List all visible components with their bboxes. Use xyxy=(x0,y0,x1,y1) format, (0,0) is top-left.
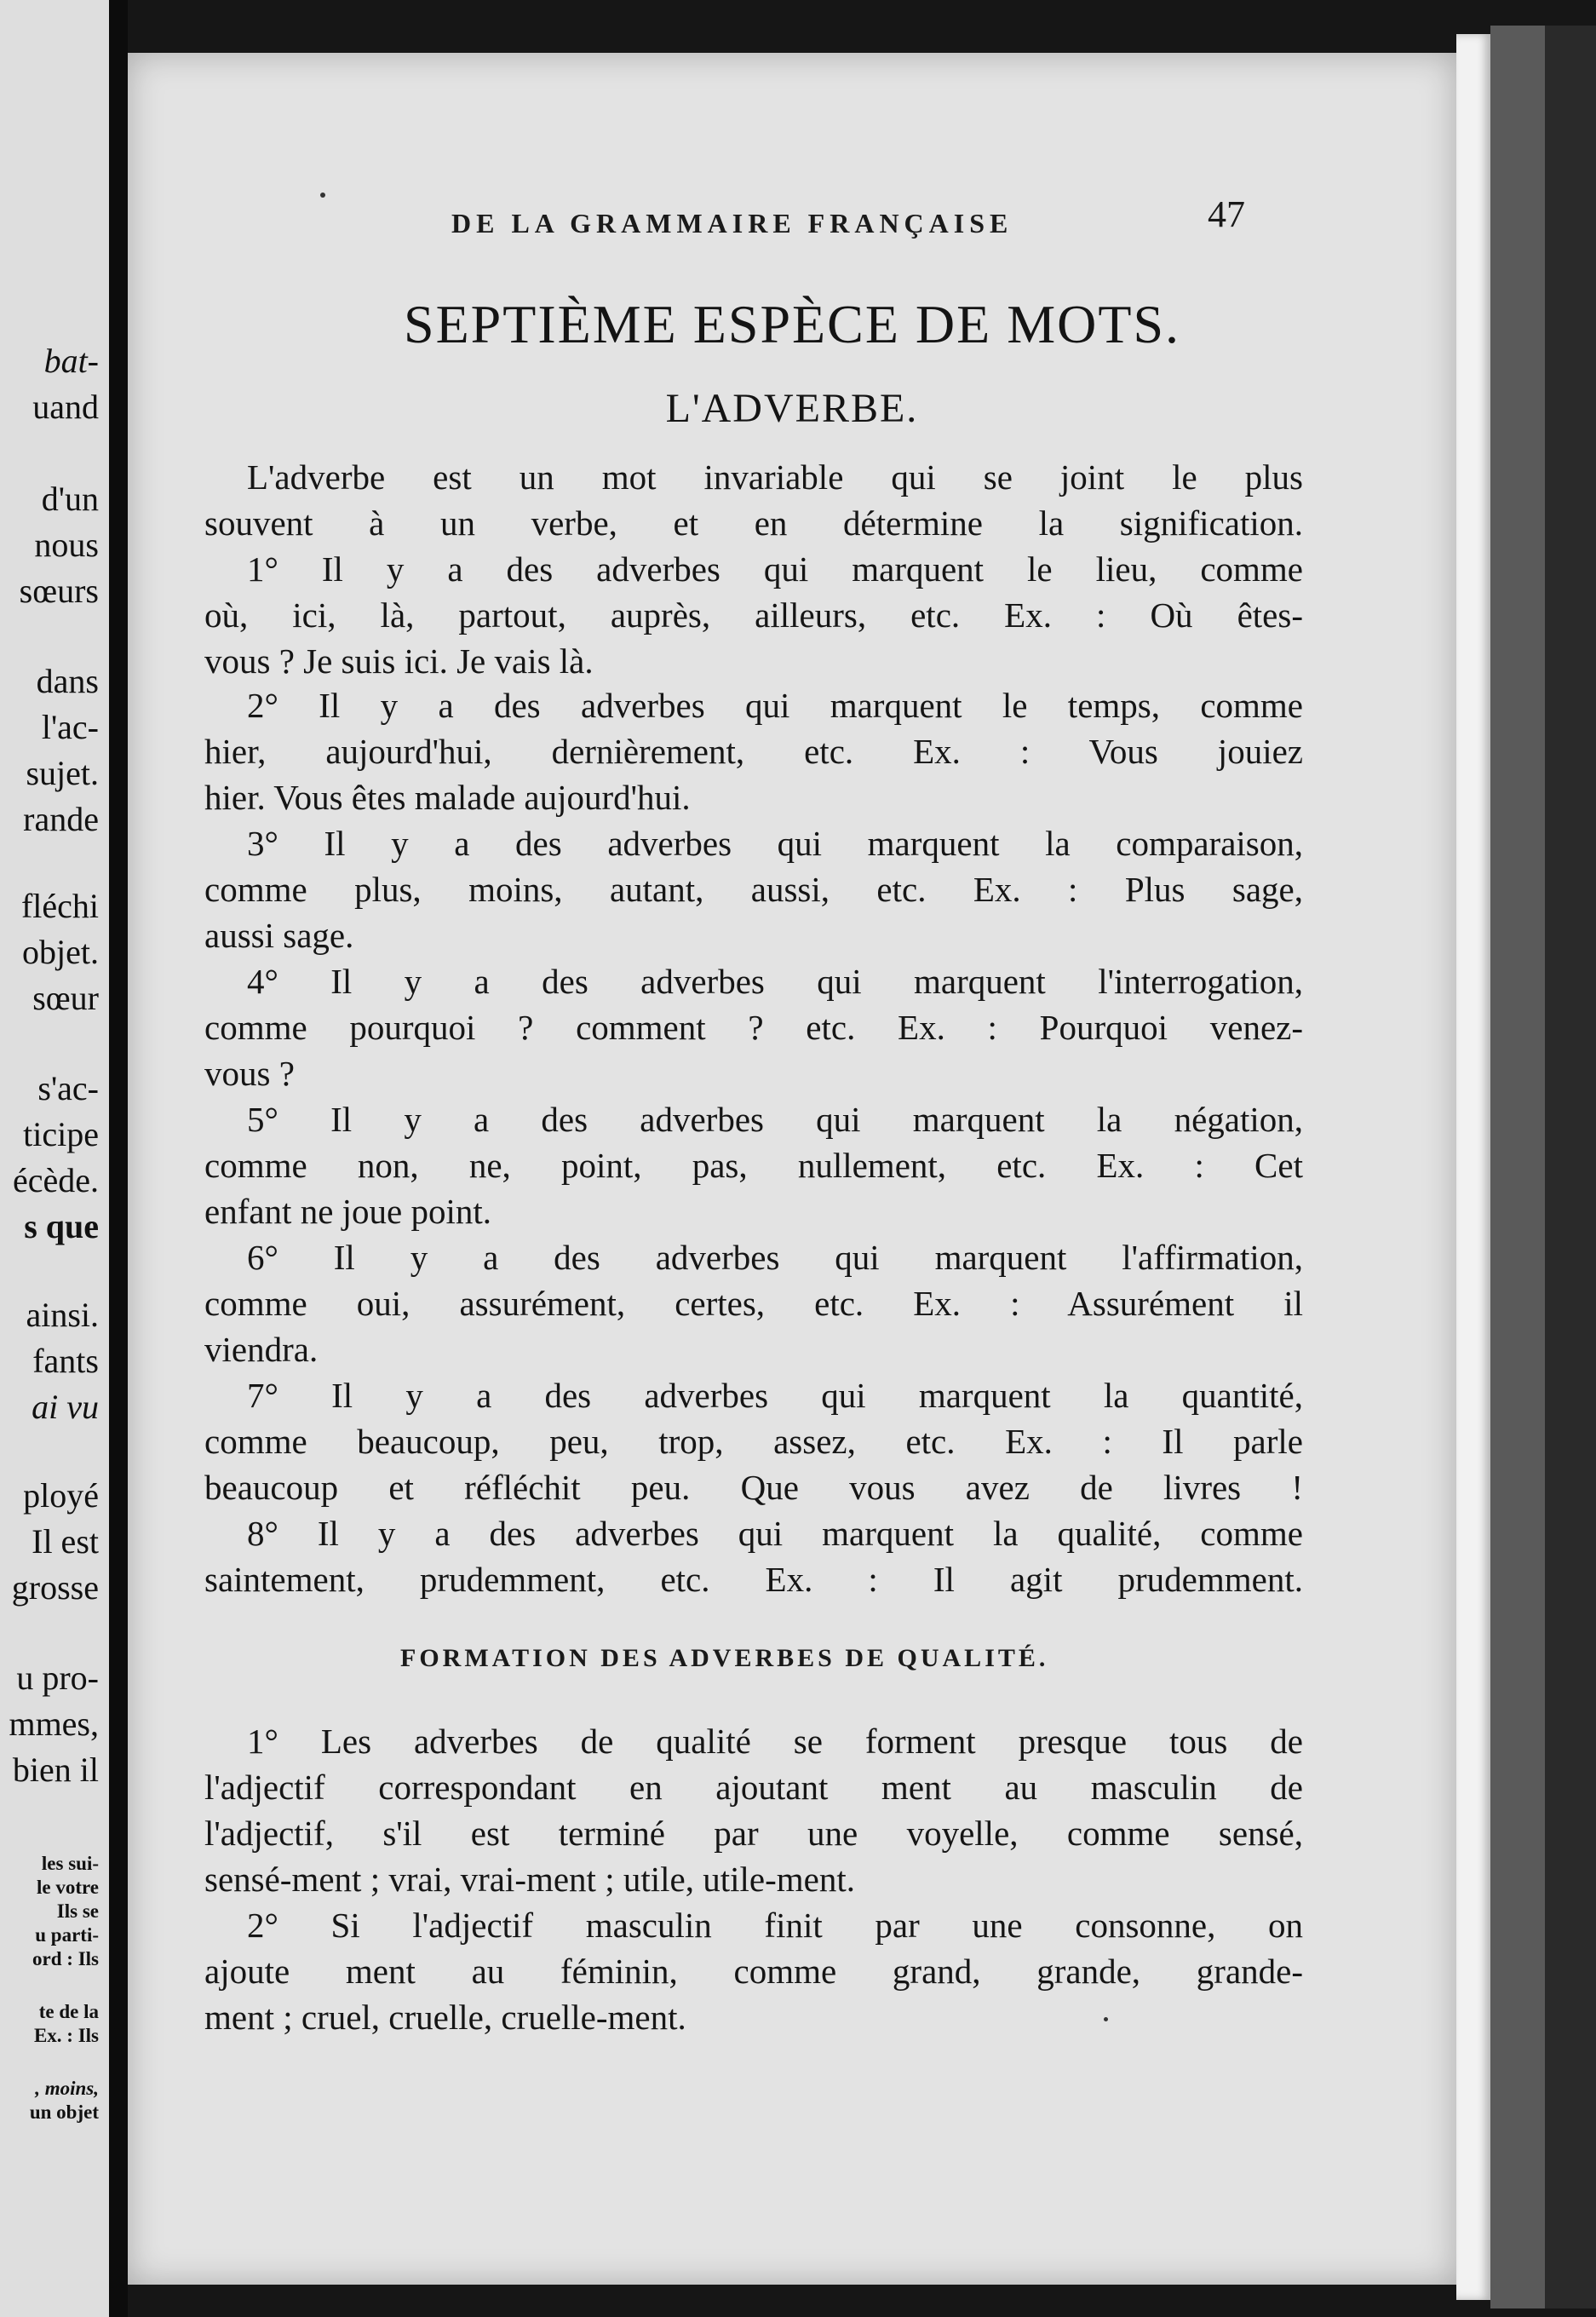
left-fragment-footnote: te de la xyxy=(38,2001,99,2022)
body-line: 3° Il y a des adverbes qui marquent la comparaison, xyxy=(247,824,1303,863)
left-fragment-line: d'un xyxy=(41,480,99,518)
body-line: vous ? Je suis ici. Je vais là. xyxy=(204,641,594,681)
book-gutter xyxy=(109,0,128,2317)
print-speck xyxy=(1104,2017,1108,2021)
formation-line: ajoute ment au féminin, comme grand, grande, grande- xyxy=(204,1952,1303,1991)
body-line: L'adverbe est un mot invariable qui se joint le plus xyxy=(247,457,1303,497)
left-fragment-line: ai vu xyxy=(32,1388,99,1426)
left-fragment-line: bien il xyxy=(12,1751,99,1789)
body-line: hier, aujourd'hui, dernièrement, etc. Ex. : Vous jouiez xyxy=(204,732,1303,771)
left-fragment-footnote: u parti- xyxy=(35,1924,99,1946)
body-line: 8° Il y a des adverbes qui marquent la qualité, comme xyxy=(247,1514,1303,1553)
body-line: souvent à un verbe, et en détermine la signification. xyxy=(204,503,1303,543)
left-fragment-line: ticipe xyxy=(23,1115,99,1153)
subsection-title: FORMATION DES ADVERBES DE QUALITÉ. xyxy=(400,1644,1049,1672)
body-line: 4° Il y a des adverbes qui marquent l'interrogation, xyxy=(247,962,1303,1001)
left-fragment-footnote: Ils se xyxy=(56,1900,99,1922)
chapter-title: SEPTIÈME ESPÈCE DE MOTS. xyxy=(403,294,1181,354)
left-fragment-footnote: un objet xyxy=(29,2101,99,2123)
formation-line: ment ; cruel, cruelle, cruelle-ment. xyxy=(204,1998,686,2037)
book-cover-edge xyxy=(1490,26,1545,2308)
body-line: viendra. xyxy=(204,1330,319,1369)
left-fragment-line: écède. xyxy=(12,1161,99,1199)
left-fragment-line: objet. xyxy=(22,933,99,971)
left-fragment-line: sœurs xyxy=(19,572,99,610)
left-fragment-line: ployé xyxy=(23,1476,99,1515)
left-fragment-line: nous xyxy=(34,526,99,564)
previous-page-fragment xyxy=(0,0,109,2317)
formation-line: l'adjectif correspondant en ajoutant ment au masculin de xyxy=(204,1768,1303,1807)
body-line: 6° Il y a des adverbes qui marquent l'affirmation, xyxy=(247,1238,1303,1277)
body-line: comme beaucoup, peu, trop, assez, etc. Ex. : Il parle xyxy=(204,1422,1303,1461)
running-head: DE LA GRAMMAIRE FRANÇAISE xyxy=(451,208,1013,239)
left-fragment-line: ainsi. xyxy=(26,1296,99,1334)
formation-line: l'adjectif, s'il est terminé par une voyelle, comme sensé, xyxy=(204,1814,1303,1853)
body-line: comme non, ne, point, pas, nullement, etc. Ex. : Cet xyxy=(204,1146,1303,1185)
print-speck xyxy=(320,193,325,198)
formation-line: 2° Si l'adjectif masculin finit par une consonne, on xyxy=(247,1906,1303,1945)
page-edge xyxy=(1456,34,1490,2300)
left-fragment-line: u pro- xyxy=(16,1659,99,1697)
body-line: vous ? xyxy=(204,1054,295,1093)
left-fragment-line: grosse xyxy=(11,1568,99,1607)
page-number: 47 xyxy=(1208,193,1245,235)
formation-line: 1° Les adverbes de qualité se forment presque tous de xyxy=(247,1722,1303,1761)
left-fragment-line: l'ac- xyxy=(41,708,99,746)
body-line: comme plus, moins, autant, aussi, etc. Ex. : Plus sage, xyxy=(204,870,1303,909)
section-title: L'ADVERBE. xyxy=(665,386,919,431)
left-fragment-footnote: Ex. : Ils xyxy=(33,2025,99,2046)
left-fragment-line: Il est xyxy=(32,1522,99,1561)
left-fragment-line: fléchi xyxy=(20,887,99,925)
body-line: hier. Vous êtes malade aujourd'hui. xyxy=(204,778,691,817)
body-line: 1° Il y a des adverbes qui marquent le lieu, comme xyxy=(247,549,1303,589)
body-line: où, ici, là, partout, auprès, ailleurs, etc. Ex. : Où êtes- xyxy=(204,595,1303,635)
left-fragment-footnote: , moins, xyxy=(35,2078,99,2099)
left-fragment-line: bat- xyxy=(43,342,99,380)
left-fragment-footnote: ord : Ils xyxy=(32,1948,99,1969)
body-line: 2° Il y a des adverbes qui marquent le temps, comme xyxy=(247,686,1303,725)
body-line: enfant ne joue point. xyxy=(204,1192,492,1231)
body-line: 7° Il y a des adverbes qui marquent la quantité, xyxy=(247,1376,1303,1415)
left-fragment-footnote: le votre xyxy=(36,1877,99,1898)
scan-background xyxy=(1545,26,1596,2308)
left-fragment-line: s'ac- xyxy=(37,1069,99,1107)
left-fragment-line: dans xyxy=(36,662,99,700)
body-line: comme pourquoi ? comment ? etc. Ex. : Pourquoi venez- xyxy=(204,1008,1303,1047)
body-line: beaucoup et réfléchit peu. Que vous avez de livres ! xyxy=(204,1468,1303,1507)
left-fragment-line: sœur xyxy=(32,979,99,1017)
left-fragment-line: s que xyxy=(24,1207,99,1245)
body-line: aussi sage. xyxy=(204,916,354,955)
body-line: saintement, prudemment, etc. Ex. : Il agit prudemment. xyxy=(204,1560,1303,1599)
body-line: 5° Il y a des adverbes qui marquent la négation, xyxy=(247,1100,1303,1139)
formation-line: sensé-ment ; vrai, vrai-ment ; utile, utile-ment. xyxy=(204,1860,855,1899)
left-fragment-line: mmes, xyxy=(9,1705,99,1743)
left-fragment-footnote: les sui- xyxy=(41,1853,99,1874)
left-fragment-line: uand xyxy=(32,388,99,426)
body-line: comme oui, assurément, certes, etc. Ex. : Assurément il xyxy=(204,1284,1303,1323)
left-fragment-line: rande xyxy=(23,800,99,838)
left-fragment-line: fants xyxy=(32,1342,99,1380)
left-fragment-line: sujet. xyxy=(26,754,99,792)
